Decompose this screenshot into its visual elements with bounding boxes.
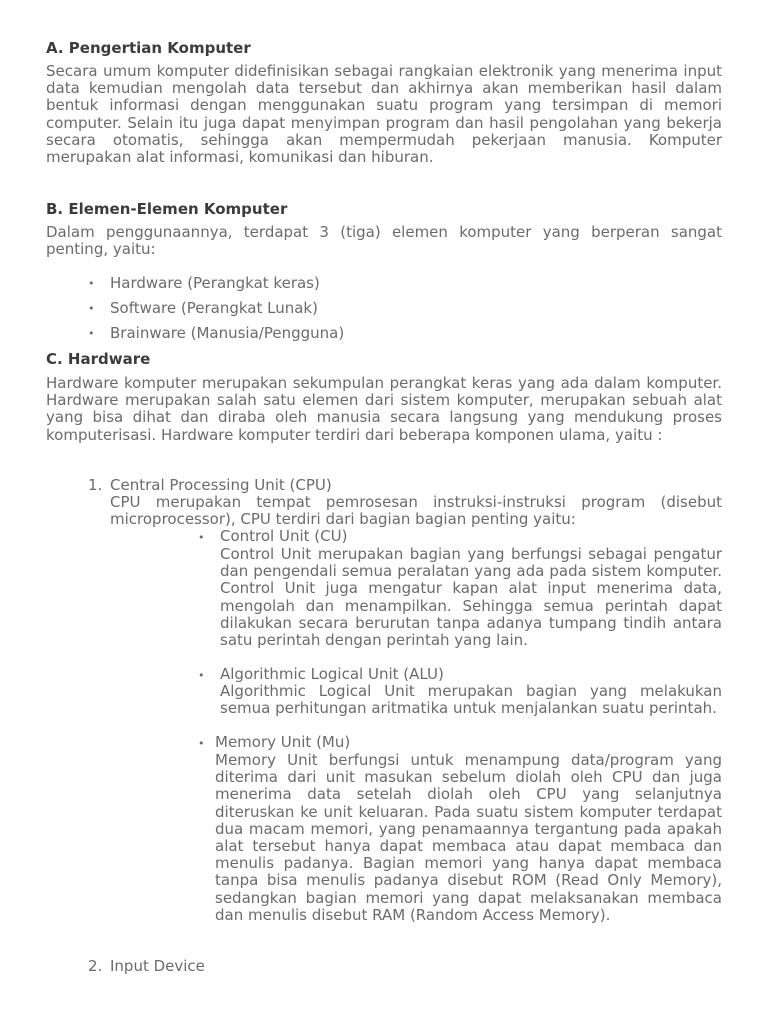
section-b-body: Dalam penggunaannya, terdapat 3 (tiga) elemen komputer yang berperan sangat penting, yaitu:: [46, 223, 722, 259]
subitem-title-mu: Memory Unit (Mu): [215, 733, 351, 751]
section-a-body: Secara umum komputer didefinisikan sebagai rangkaian elektronik yang menerima input data kemudian mengolah data tersebut dan akhirnya akan memberikan hasil dalam bentuk informasi dengan menggunakan suatu program yang tersimpan di memori computer. Selain itu juga dapat menyimpan program dan hasil pengolahan yang bekerja secara otomatis, sehingga akan mempermudah pekerjaan manusia. Komputer merupakan alat informasi, komunikasi dan hiburan.: [46, 62, 722, 167]
bullet-icon: •: [198, 669, 205, 682]
subitem-title-alu: Algorithmic Logical Unit (ALU): [220, 665, 444, 683]
section-b-title: B. Elemen-Elemen Komputer: [46, 200, 288, 218]
item-title: Central Processing Unit (CPU): [110, 476, 332, 494]
list-item: • Hardware (Perangkat keras): [88, 275, 488, 300]
section-c-body: Hardware komputer merupakan sekumpulan perangkat keras yang ada dalam komputer. Hardware merupakan salah satu elemen dari sistem komputer, merupakan sebuah alat yang bisa dihat dan diraba oleh manusia secara langsung yang mendukung proses komputerisasi. Hardware komputer terdiri dari beberapa komponen ulama, yaitu :: [46, 374, 722, 444]
item-number: 1.: [88, 476, 103, 494]
list-item: • Brainware (Manusia/Pengguna): [88, 325, 488, 350]
section-c-title: C. Hardware: [46, 350, 151, 368]
item-number: 2.: [88, 957, 103, 975]
subitem-body-alu: Algorithmic Logical Unit merupakan bagian yang melakukan semua perhitungan aritmatika untuk menjalankan suatu perintah.: [220, 682, 722, 718]
item-title: Input Device: [110, 957, 205, 975]
numbered-item-cpu: [88, 477, 332, 494]
element-list: [88, 275, 488, 350]
subitem-body-mu: Memory Unit berfungsi untuk menampung data/program yang diterima dari unit masukan sebelum diolah oleh CPU dan juga menerima data setelah diolah oleh CPU yang selanjutnya diteruskan ke unit keluaran. Pada suatu sistem komputer terdapat dua macam memori, yang penamaannya tergantung pada apakah alat tersebut hanya dapat membaca atau dapat membaca dan menulis padanya. Bagian memori yang hanya dapat membaca tanpa bisa menulis padanya disebut ROM (Read Only Memory), sedangkan bagian memori yang dapat melaksanakan membaca dan menulis disebut RAM (Random Access Memory).: [215, 751, 722, 924]
bullet-icon: •: [198, 737, 205, 750]
numbered-item-input-device: [88, 958, 205, 975]
section-a-title: A. Pengertian Komputer: [46, 39, 251, 57]
subitem-title-cu: Control Unit (CU): [220, 527, 348, 545]
bullet-icon: •: [198, 531, 205, 544]
subitem-body-cu: Control Unit merupakan bagian yang berfungsi sebagai pengatur dan pengendali semua peralatan yang ada pada sistem komputer. Control Unit juga mengatur kapan alat input menerima data, mengolah dan menampilkan. Sehingga semua perintah dapat dilakukan secara berurutan tanpa adanya tumpang tindih antara satu perintah dengan perintah yang lain.: [220, 545, 722, 650]
cpu-description: CPU merupakan tempat pemrosesan instruksi-instruksi program (disebut microprocessor), CPU terdiri dari bagian bagian penting yaitu:: [110, 493, 722, 529]
list-item: • Software (Perangkat Lunak): [88, 300, 488, 325]
